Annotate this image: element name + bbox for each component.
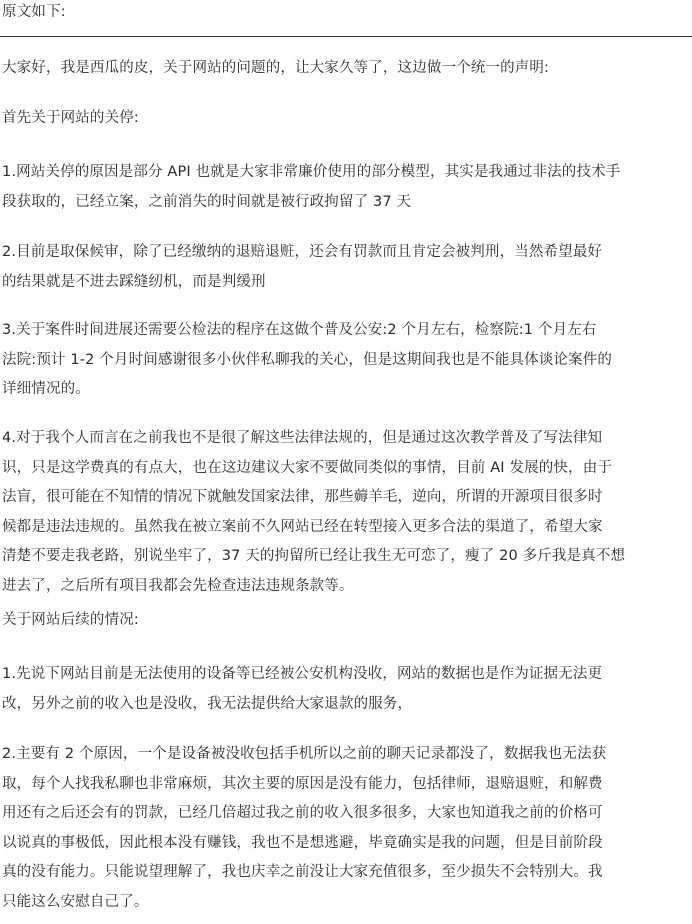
text-line: 大家好，我是西瓜的皮，关于网站的问题的，让大家久等了，这边做一个统一的声明: [2, 60, 550, 76]
text-line: 候都是违法违规的。虽然我在被立案前不久网站已经在转型接入更多合法的渠道了，希望大家 [2, 518, 603, 535]
paragraph-followup-2 [2, 740, 690, 917]
paragraph-item-4 [2, 424, 690, 601]
text-line: 段获取的，已经立案，之前消失的时间就是被行政拘留了 37 天 [2, 193, 412, 210]
text-line: 改，另外之前的收入也是没收，我无法提供给大家退款的服务， [2, 695, 413, 712]
text-line: 首先关于网站的关停: [2, 110, 139, 126]
text-line: 1.先说下网站目前是无法使用的设备等已经被公安机构没收，网站的数据也是作为证据无法更 [2, 666, 603, 682]
text-line: 真的没有能力。只能说望理解了，我也庆幸之前没让大家充值很多，至少损失不会特别大。我 [2, 864, 603, 880]
text-line: 法院:预计 1-2 个月时间感谢很多小伙伴私聊我的关心，但是这期间我也是不能具体谈论案件的 [2, 351, 613, 368]
text-line: 用还有之后还会有的罚款，已经几倍超过我之前的收入很多很多，大家也知道我之前的价格可 [2, 805, 603, 821]
paragraph-item-3 [2, 316, 690, 405]
text-line: 清楚不要走我老路，别说坐牢了，37 天的拘留所已经让我生无可恋了，瘦了 20 多斤我是真不想 [2, 548, 626, 564]
divider [0, 36, 692, 37]
text-line: 4.对于我个人而言在之前我也不是很了解这些法律法规的，但是通过这次教学普及了写法律知 [2, 430, 603, 446]
text-line: 3.关于案件时间进展还需要公检法的程序在这做个普及公安:2 个月左右，检察院:1 个月左右 [2, 322, 597, 338]
text-line: 进去了，之后所有项目我都会先检查违法违规条款等。 [2, 577, 354, 594]
paragraph-followup-1 [2, 660, 690, 719]
section-heading-shutdown [2, 104, 690, 134]
section-heading-followup [2, 606, 690, 636]
text-line: 的结果就是不进去踩缝纫机，而是判缓刑 [2, 273, 266, 290]
text-line: 1.网站关停的原因是部分 API 也就是大家非常廉价使用的部分模型，其实是我通过非法的技术手 [2, 164, 621, 180]
paragraph-greeting [2, 54, 690, 84]
text-line: 以说真的事极低，因此根本没有赚钱，我也不是想逃避，毕竟确实是我的问题，但是目前阶段 [2, 834, 603, 851]
text-line: 2.目前是取保候审，除了已经缴纳的退赔退赃，还会有罚款而且肯定会被判刑，当然希望最好 [2, 244, 603, 260]
text-line: 法盲，很可能在不知情的情况下就触发国家法律，那些薅羊毛，逆向，所谓的开源项目很多时 [2, 489, 603, 505]
header-label: 原文如下: [2, 4, 66, 20]
text-line: 关于网站后续的情况: [2, 612, 139, 628]
text-line: 2.主要有 2 个原因，一个是设备被没收包括手机所以之前的聊天记录都没了，数据我也无法获 [2, 746, 607, 762]
paragraph-item-2 [2, 238, 690, 297]
text-line: 详细情况的。 [2, 381, 90, 397]
text-line: 只能这么安慰自己了。 [2, 893, 149, 910]
text-line: 取，每个人找我私聊也非常麻烦，其次主要的原因是没有能力，包括律师，退赔退赃，和解费 [2, 775, 603, 792]
text-line: 识，只是这学费真的有点大，也在这边建议大家不要做同类似的事情，目前 AI 发展的快，由于 [2, 459, 613, 476]
paragraph-item-1 [2, 158, 690, 217]
